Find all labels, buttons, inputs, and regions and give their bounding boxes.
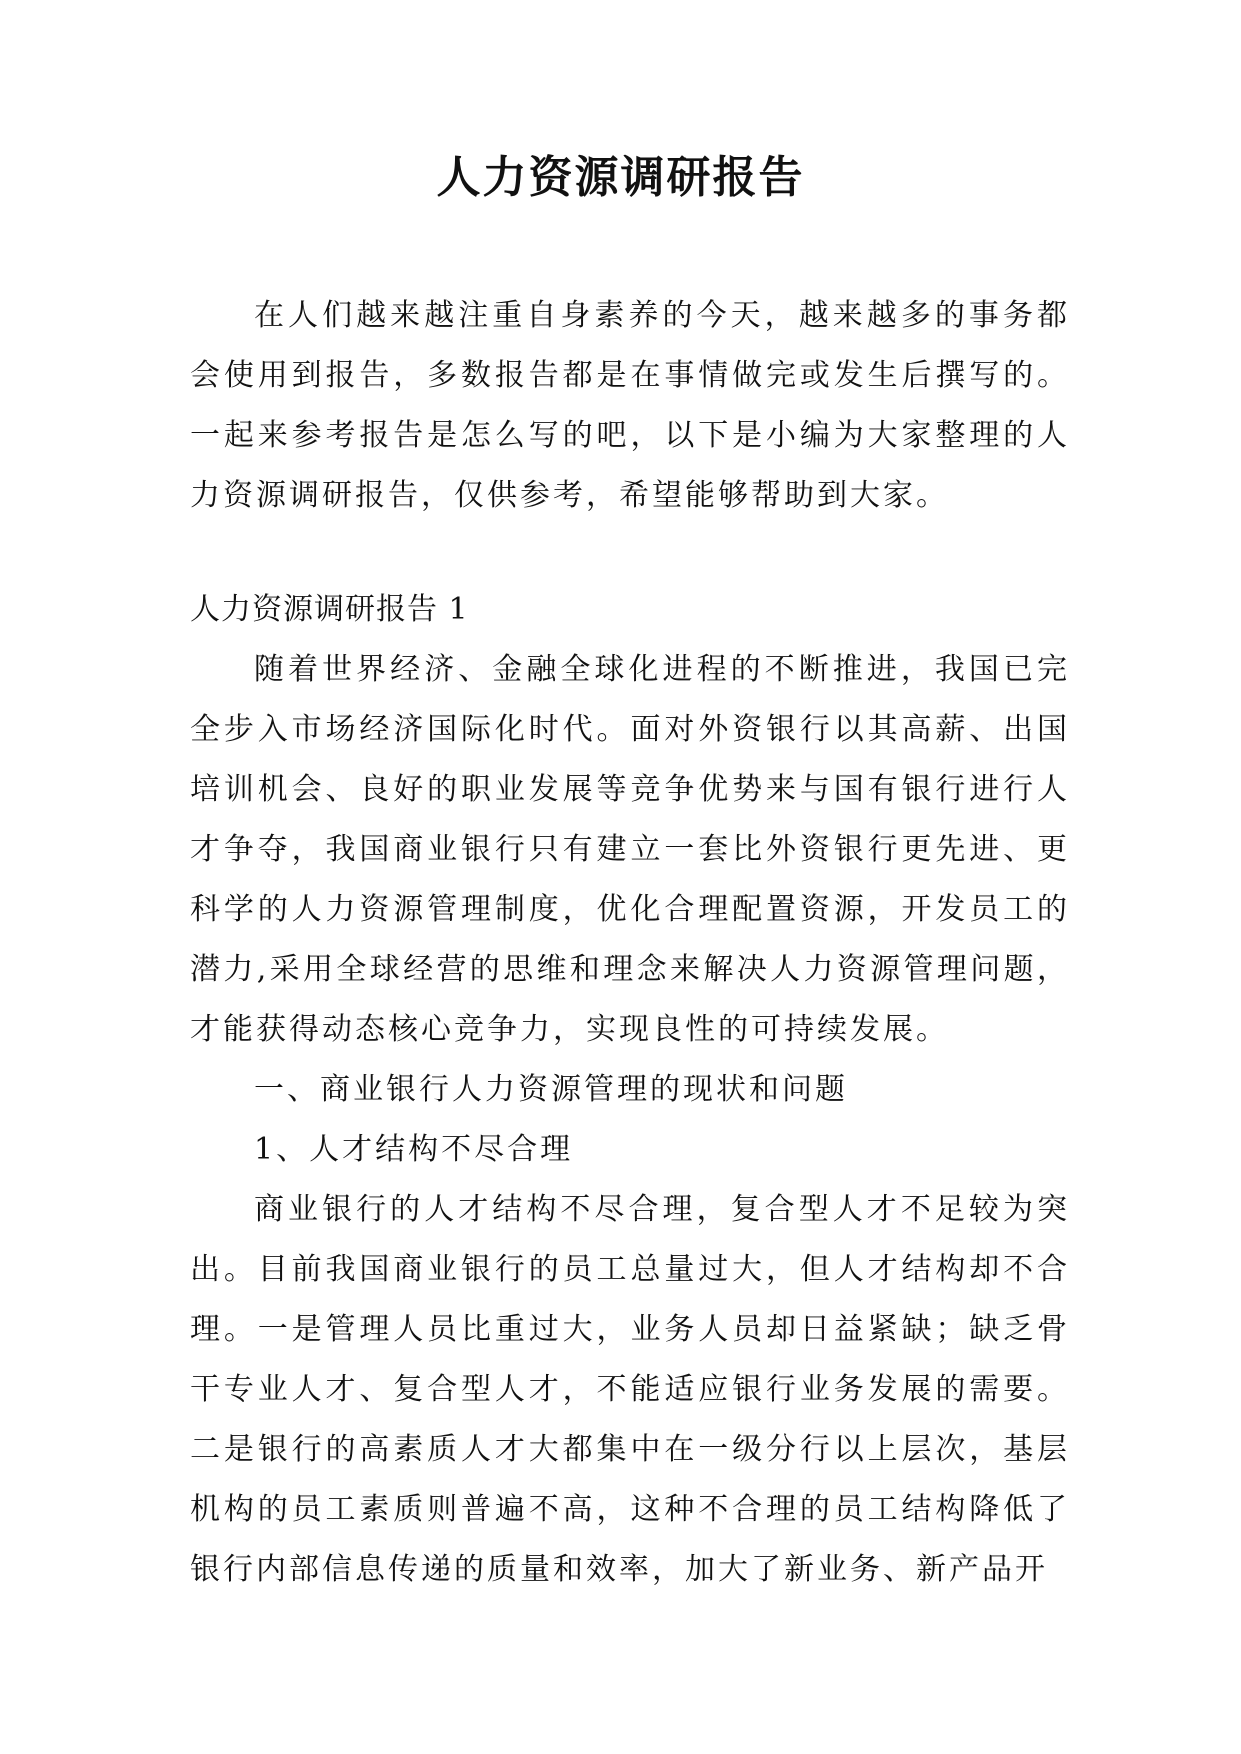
intro-paragraph: 在人们越来越注重自身素养的今天，越来越多的事务都会使用到报告，多数报告都是在事情做完或发生后撰写的。一起来参考报告是怎么写的吧，以下是小编为大家整理的人力资源调研报告，仅供参考，希望能够帮助到大家。	[190, 298, 1070, 513]
document-title: 人力资源调研报告	[436, 152, 805, 203]
section-heading: 人力资源调研报告 1	[190, 592, 469, 627]
section-body	[190, 640, 1070, 1600]
body-paragraph: 商业银行的人才结构不尽合理，复合型人才不足较为突出。目前我国商业银行的员工总量过大，但人才结构却不合理。一是管理人员比重过大，业务人员却日益紧缺；缺乏骨干专业人才、复合型人才，不能适应银行业务发展的需要。二是银行的高素质人才大都集中在一级分行以上层次，基层机构的员工素质则普遍不高，这种不合理的员工结构降低了银行内部信息传递的质量和效率，加大了新业务、新产品开	[190, 1192, 1070, 1587]
subsection-heading: 1、人才结构不尽合理	[254, 1132, 574, 1167]
subsection-heading: 一、商业银行人力资源管理的现状和问题	[254, 1072, 848, 1107]
body-paragraph: 随着世界经济、金融全球化进程的不断推进，我国已完全步入市场经济国际化时代。面对外资银行以其高薪、出国培训机会、良好的职业发展等竞争优势来与国有银行进行人才争夺，我国商业银行只有建立一套比外资银行更先进、更科学的人力资源管理制度，优化合理配置资源，开发员工的潜力,采用全球经营的思维和理念来解决人力资源管理问题，才能获得动态核心竞争力，实现良性的可持续发展。	[190, 652, 1070, 1047]
